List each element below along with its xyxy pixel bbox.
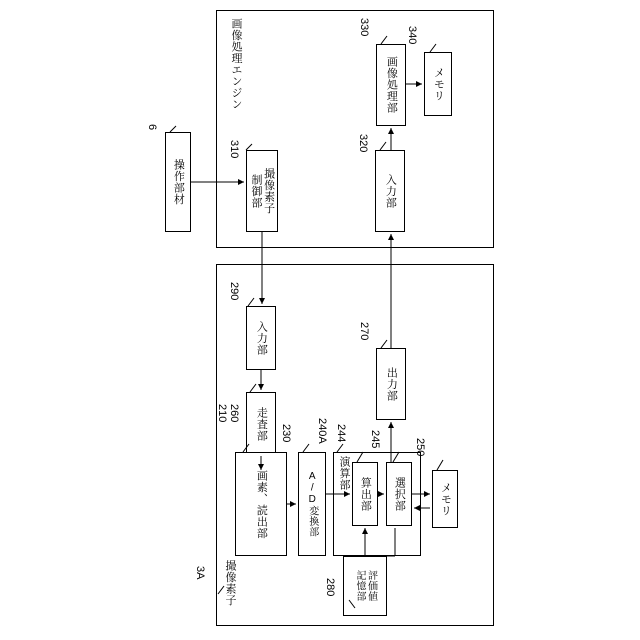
sensor-memory-ref: 250 [414, 438, 426, 457]
engine-input-box [375, 150, 405, 232]
sensor-input-label: 入力部 [255, 320, 268, 356]
imaging-control-box [246, 150, 278, 232]
calculation-label: 算出部 [359, 476, 372, 512]
calculation-box [352, 462, 378, 526]
operation-member-box [165, 132, 191, 232]
engine-memory-box [424, 52, 452, 116]
pixel-readout-ref: 210 [216, 404, 228, 423]
scanning-ref: 260 [228, 404, 240, 423]
calculation-ref: 244 [335, 424, 347, 443]
sensor-input-ref: 290 [228, 282, 240, 301]
image-engine-title: 画像処理エンジン [230, 18, 242, 110]
scanning-box [246, 392, 276, 456]
computation-unit-ref: 240A [316, 418, 328, 444]
selection-ref: 245 [369, 430, 381, 449]
sensor-output-ref: 270 [358, 322, 370, 341]
operation-member-label: 操作部材 [172, 159, 185, 205]
evaluation-storage-box [343, 556, 387, 616]
engine-memory-ref: 340 [406, 26, 418, 45]
sensor-input-box [246, 306, 276, 370]
evaluation-storage-ref: 280 [324, 578, 336, 597]
ad-conversion-box [298, 452, 326, 556]
pixel-readout-box [235, 452, 287, 556]
computation-unit-label: 演算部 [338, 456, 350, 491]
engine-memory-label: メモリ [432, 66, 445, 102]
image-processing-ref: 330 [358, 18, 370, 37]
pixel-readout-label: 画素、読出部 [255, 469, 268, 539]
imaging-control-ref: 310 [228, 140, 240, 159]
sensor-output-label: 出力部 [385, 366, 398, 402]
engine-input-label: 入力部 [384, 173, 397, 209]
imaging-sensor-ref: 3A [194, 566, 206, 580]
selection-label: 選択部 [393, 476, 406, 512]
engine-input-ref: 320 [357, 134, 369, 153]
sensor-memory-label: メモリ [439, 481, 452, 517]
evaluation-storage-label: 評価値 記憶部 [354, 570, 377, 602]
imaging-control-label: 撮像素子 制御部 [250, 168, 275, 214]
scanning-label: 走査部 [255, 406, 268, 442]
imaging-sensor-title: 撮像素子 [224, 560, 236, 606]
sensor-output-box [376, 348, 406, 420]
image-processing-box [376, 44, 406, 126]
ad-conversion-ref: 230 [280, 424, 292, 443]
sensor-memory-box [432, 470, 458, 528]
ad-conversion-label: A/D変換部 [306, 471, 318, 537]
image-processing-label: 画像処理部 [385, 56, 398, 114]
selection-box [386, 462, 412, 526]
operation-member-ref: 6 [146, 124, 158, 131]
